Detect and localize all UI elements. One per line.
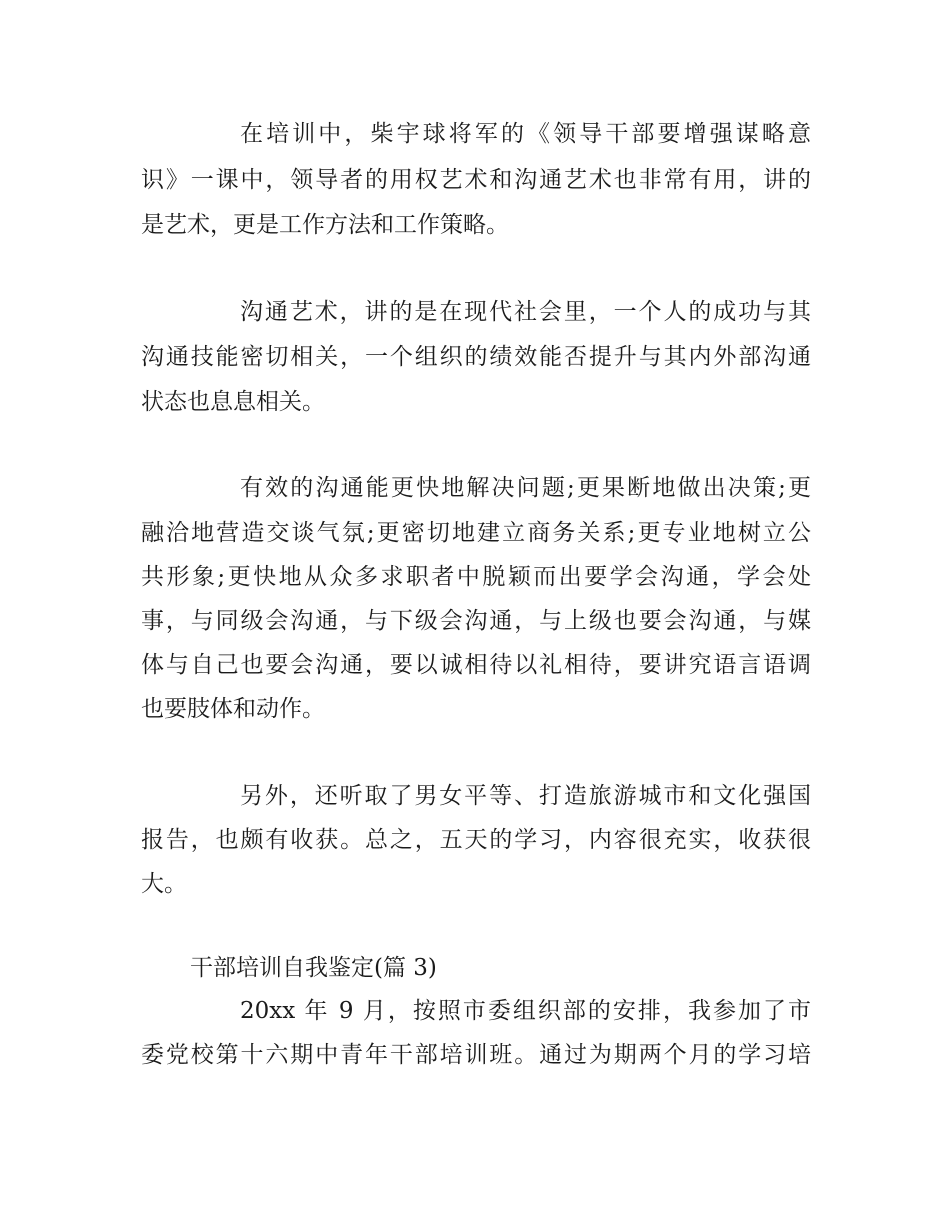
section-paragraph-line-1: 20xx 年 9 月，按照市委组织部的安排，我参加了市 (240, 998, 811, 1024)
paragraph-4-line-1: 另外，还听取了男女平等、打造旅游城市和文化强国 (240, 783, 811, 809)
section-heading: 干部培训自我鉴定(篇 3) (190, 955, 437, 981)
paragraph-3-line-2: 融洽地营造交谈气氛;更密切地建立商务关系;更专业地树立公 (141, 520, 811, 546)
paragraph-1-line-2: 识》一课中，领导者的用权艺术和沟通艺术也非常有用，讲的 (141, 167, 811, 193)
paragraph-3-line-1: 有效的沟通能更快地解决问题;更果断地做出决策;更 (240, 475, 811, 501)
paragraph-3-line-5: 体与自己也要会沟通，要以诚相待以礼相待，要讲究语言语调 (141, 652, 811, 678)
paragraph-1-line-3: 是艺术，更是工作方法和工作策略。 (141, 212, 509, 238)
paragraph-2-line-1: 沟通艺术，讲的是在现代社会里，一个人的成功与其 (240, 299, 811, 325)
paragraph-4-line-2: 报告，也颇有收获。总之，五天的学习，内容很充实，收获很 (141, 827, 811, 853)
paragraph-4-line-3: 大。 (141, 871, 187, 897)
paragraph-3-line-3: 共形象;更快地从众多求职者中脱颖而出要学会沟通，学会处 (141, 564, 811, 590)
paragraph-3-line-6: 也要肢体和动作。 (141, 696, 325, 722)
section-paragraph-line-2: 委党校第十六期中青年干部培训班。通过为期两个月的学习培 (141, 1042, 811, 1068)
paragraph-1-line-1: 在培训中，柴宇球将军的《领导干部要增强谋略意 (240, 121, 811, 147)
paragraph-2-line-2: 沟通技能密切相关，一个组织的绩效能否提升与其内外部沟通 (141, 344, 811, 370)
paragraph-2-line-3: 状态也息息相关。 (141, 389, 325, 415)
paragraph-3-line-4: 事，与同级会沟通，与下级会沟通，与上级也要会沟通，与媒 (141, 608, 811, 634)
